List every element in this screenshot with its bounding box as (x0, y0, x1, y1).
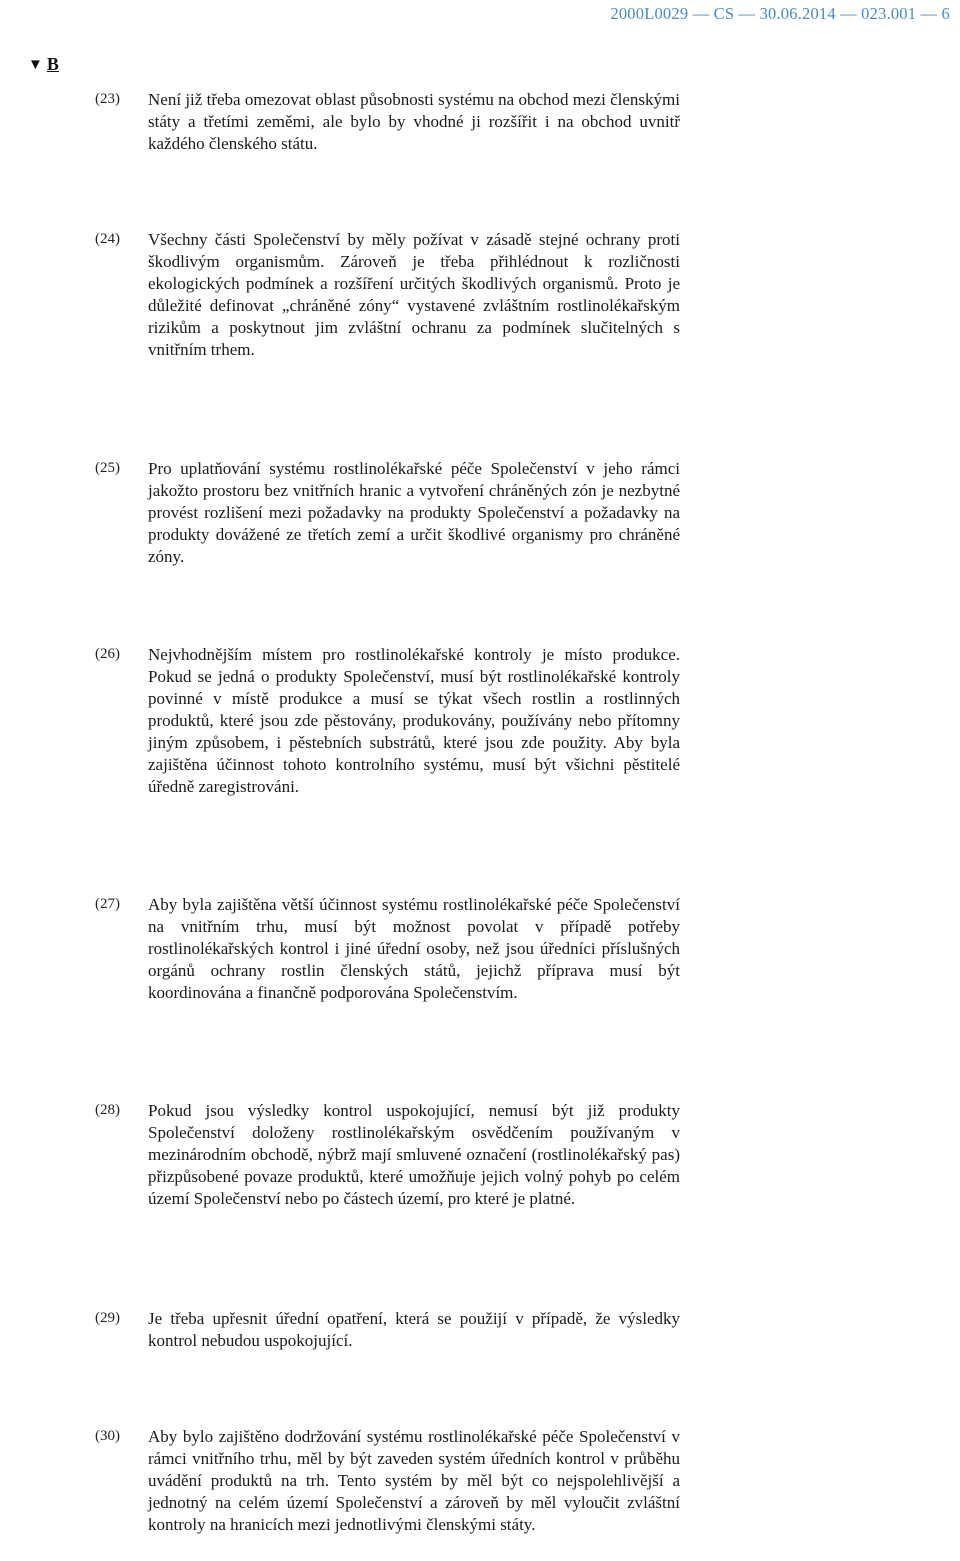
recital-text: Je třeba upřesnit úřední opatření, která se použijí v případě, že výsledky kontrol nebudou uspokojující. (148, 1309, 680, 1350)
triangle-down-icon: ▼ (28, 56, 43, 73)
recital-number: (24) (95, 231, 120, 247)
recital-number: (28) (95, 1102, 120, 1118)
recital-text: Aby bylo zajištěno dodržování systému rostlinolékařské péče Společenství v rámci vnitřního trhu, měl by být zaveden systém úředních kontrol v průběhu uvádění produktů na trh. Tento systém by měl být co nejspolehlivější a jednotný na celém území Společenství a zároveň by měl vyloučit zvláštní kontroly na hranicích mezi jednotlivými členskými státy. (148, 1427, 680, 1534)
recital-text: Pro uplatňování systému rostlinolékařské péče Společenství v jeho rámci jakožto prostoru bez vnitřních hranic a vytvoření chráněných zón je nezbytné provést rozlišení mezi požadavky na produkty Společenství a požadavky na produkty dovážené ze třetích zemí a určit škodlivé organismy pro chráněné zóny. (148, 459, 680, 566)
recital-text: Nejvhodnějším místem pro rostlinolékařské kontroly je místo produkce. Pokud se jedná o produkty Společenství, musí být rostlinolékařské kontroly povinné v místě produkce a musí se týkat všech rostlin a rostlinných produktů, které jsou zde pěstovány, produkovány, používány nebo přítomny jiným způsobem, i pěstebních substrátů, které jsou zde použity. Aby byla zajištěna účinnost tohoto kontrolního systému, musí být všichni pěstitelé úředně zaregistrováni. (148, 645, 680, 796)
recital-text: Všechny části Společenství by měly požívat v zásadě stejné ochrany proti škodlivým organismům. Zároveň je třeba přihlédnout k rozličnosti ekologických podmínek a rozšíření určitých škodlivých organismů. Proto je důležité definovat „chráněné zóny“ vystavené zvláštním rostlinolékařským rizikům a poskytnout jim zvláštní ochranu za podmínek slučitelných s vnitřním trhem. (148, 230, 680, 359)
recital-number: (25) (95, 460, 120, 476)
recital-text: Pokud jsou výsledky kontrol uspokojující, nemusí být již produkty Společenství doloženy rostlinolékařským osvědčením používaným v mezinárodním obchodě, nýbrž mají smluvené označení (rostlinolékařský pas) přizpůsobené povaze produktů, které umožňuje jejich volný pohyb po celém území Společenství nebo po částech území, pro které je platné. (148, 1101, 680, 1208)
amendment-marker (28, 54, 59, 75)
recital-number: (23) (95, 91, 120, 107)
recital-text: Není již třeba omezovat oblast působnosti systému na obchod mezi členskými státy a třetími zeměmi, ale bylo by vhodné ji rozšířit i na obchod uvnitř každého členského státu. (148, 90, 680, 153)
document-reference-header: 2000L0029 — CS — 30.06.2014 — 023.001 — 6 (610, 4, 950, 23)
recital-text: Aby byla zajištěna větší účinnost systému rostlinolékařské péče Společenství na vnitřním trhu, musí být možnost povolat v případě potřeby rostlinolékařských kontrol i jiné úřední osoby, než jsou úředníci příslušných orgánů ochrany rostlin členských států, jejichž příprava musí být koordinována a finančně podporována Společenstvím. (148, 895, 680, 1002)
amendment-marker-letter: B (46, 54, 59, 74)
recital-number: (29) (95, 1310, 120, 1326)
recital-number: (26) (95, 646, 120, 662)
recital-number: (30) (95, 1428, 120, 1444)
recital-number: (27) (95, 896, 120, 912)
